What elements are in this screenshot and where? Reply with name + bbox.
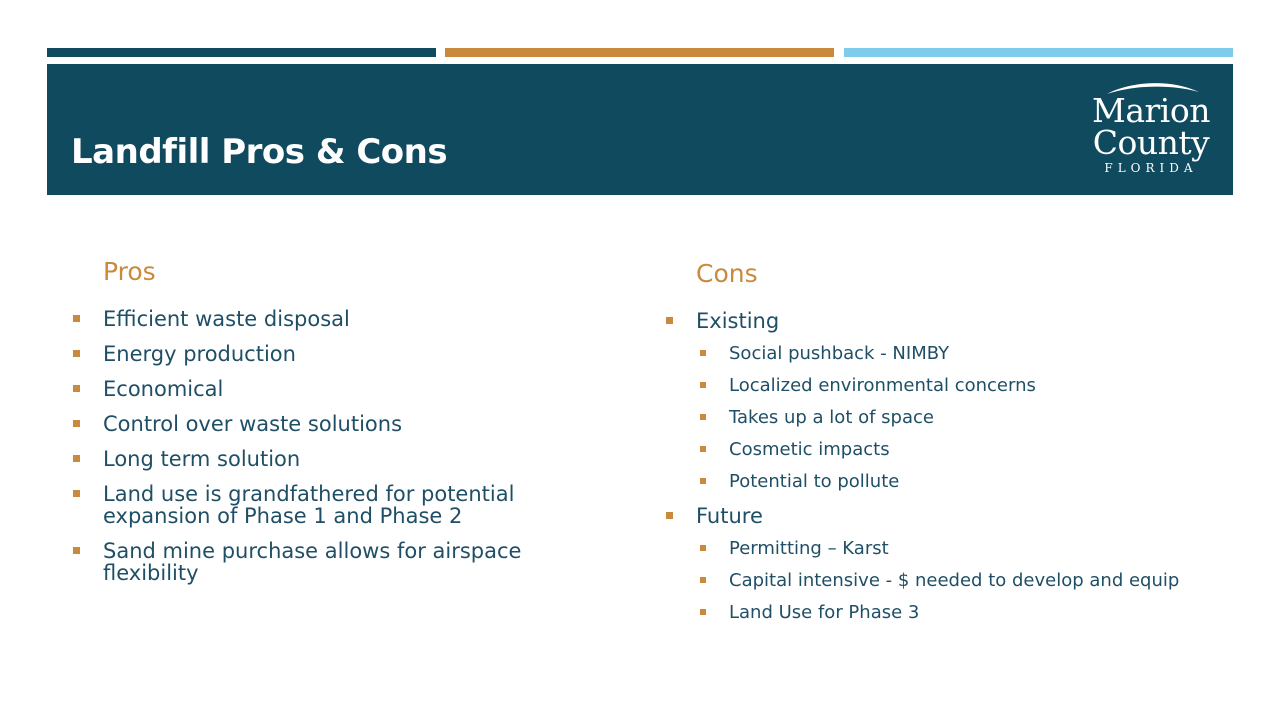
- list-item: Permitting – Karst: [663, 539, 1203, 559]
- list-item: Potential to pollute: [663, 472, 1203, 492]
- list-item: Social pushback - NIMBY: [663, 344, 1203, 364]
- list-item: Energy production: [70, 343, 590, 365]
- list-item: Efficient waste disposal: [70, 308, 590, 330]
- list-item: Cosmetic impacts: [663, 440, 1203, 460]
- cons-list: [663, 310, 1203, 623]
- pros-column: [70, 255, 590, 584]
- future-sublist: [663, 539, 1203, 623]
- cons-group-future: Future: [663, 505, 1203, 527]
- logo-text-florida: FLORIDA: [1104, 161, 1198, 175]
- pros-heading: Pros: [103, 257, 156, 286]
- list-item: Localized environmental concerns: [663, 376, 1203, 396]
- list-item: Long term solution: [70, 448, 590, 470]
- list-item: Land use is grandfathered for potential expansion of Phase 1 and Phase 2: [70, 483, 590, 527]
- logo-text-county: County: [1092, 123, 1210, 162]
- slide-title: Landfill Pros & Cons: [71, 132, 448, 172]
- cons-column: [663, 255, 1203, 623]
- list-item: Sand mine purchase allows for airspace flexibility: [70, 540, 590, 584]
- accent-bar-orange: [445, 48, 834, 57]
- list-item: Land Use for Phase 3: [663, 603, 1203, 623]
- title-band: [47, 64, 1233, 195]
- logo-text-marion: Marion: [1092, 91, 1210, 130]
- list-item: Control over waste solutions: [70, 413, 590, 435]
- accent-bar-dark: [47, 48, 436, 57]
- marion-county-logo: [1085, 78, 1217, 178]
- list-item: Economical: [70, 378, 590, 400]
- accent-bar-light-blue: [844, 48, 1233, 57]
- list-item: Takes up a lot of space: [663, 408, 1203, 428]
- pros-list: [70, 308, 590, 584]
- list-item: Capital intensive - $ needed to develop and equip: [663, 571, 1203, 591]
- cons-group-existing: Existing: [663, 310, 1203, 332]
- cons-heading: Cons: [696, 259, 758, 288]
- existing-sublist: [663, 344, 1203, 492]
